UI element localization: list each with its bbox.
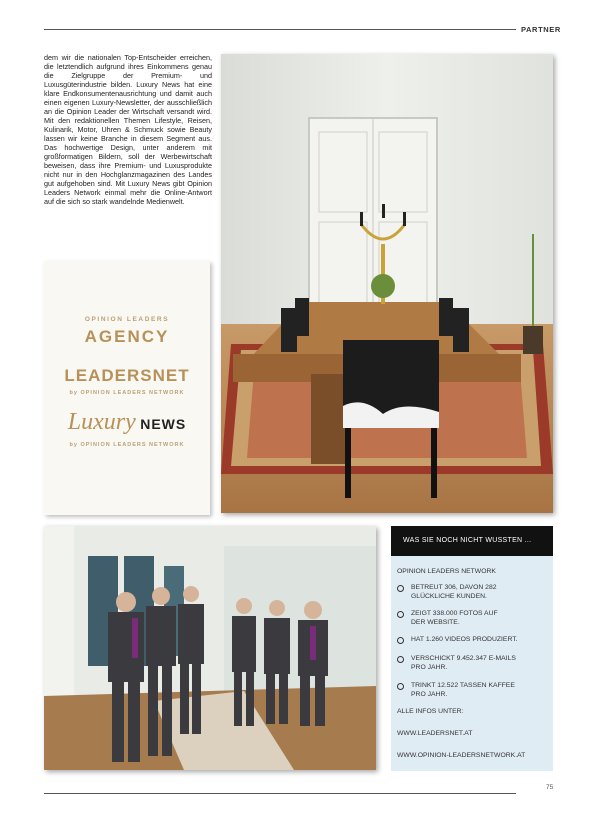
luxury-byline: by OPINION LEADERS NETWORK <box>69 442 185 448</box>
bottom-rule <box>44 793 516 794</box>
section-label: PARTNER <box>521 25 561 34</box>
dining-room-image <box>221 54 553 513</box>
fact-box-heading: WAS SIE NOCH NICHT WUSSTEN ... <box>391 526 553 556</box>
article-text: dem wir die nationalen Top-Entscheider erreichen, die letztendlich aufgrund ihres Einkommens genau die Zielgruppe der Premium- und Luxusgüterindustrie bilden. Luxury News hat eine klare Endkonsumentenausrichtung und damit auch einen eigenen Luxury-Newsletter, der ausschließlich an die Opinion Leader der Wirtschaft versandt wird. Mit den redaktionellen Themen Lifestyle, Reisen, Kulinarik, Motor, Uhren & Schmuck sowie Beauty lassen wir keine Branche in diesem Segment aus. Das hochwertige Design, unter anderem mit großformatigen Bildern, soll der Werbewirtschaft beweisen, dass ihre Premium- und Luxusprodukte nicht nur in den Hochglanzmagazinen des Landes gut aufgehoben sind. Mit Luxury News gibt Opinion Leaders Network einmal mehr die Online-Antwort auf die sich so stark wandelnde Medienwelt. <box>44 53 212 206</box>
top-rule <box>44 29 516 30</box>
logo-card <box>44 261 210 515</box>
leadersnet-logo: LEADERSNET <box>64 366 190 385</box>
fact-box <box>391 526 553 771</box>
dining-room-photo <box>221 54 553 513</box>
luxury-news-logo <box>44 409 210 436</box>
website-link[interactable]: WWW.LEADERSNET.AT <box>397 730 473 737</box>
fact-line: PRO JAHR. <box>411 690 448 698</box>
ring-bullet-icon <box>397 683 404 690</box>
leadersnet-byline: by OPINION LEADERS NETWORK <box>69 390 185 396</box>
fact-line: HAT 1.260 VIDEOS PRODUZIERT. <box>411 636 518 643</box>
fact-item <box>397 682 547 699</box>
news-wordmark: NEWS <box>140 416 187 432</box>
team-image <box>44 526 376 770</box>
fact-item <box>397 610 547 627</box>
fact-item <box>397 584 547 601</box>
more-info-label: ALLE INFOS UNTER: <box>397 708 464 715</box>
fact-line: ZEIGT 338.000 FOTOS AUF <box>411 610 498 617</box>
fact-line: VERSCHICKT 9.452.347 E-MAILS <box>411 655 516 662</box>
website-link[interactable]: WWW.OPINION-LEADERSNETWORK.AT <box>397 752 526 759</box>
ring-bullet-icon <box>397 585 404 592</box>
fact-item <box>397 655 547 672</box>
team-photo <box>44 526 376 770</box>
fact-line: GLÜCKLICHE KUNDEN. <box>411 592 487 600</box>
fact-box-subheading: OPINION LEADERS NETWORK <box>397 568 496 575</box>
luxury-wordmark: Luxury <box>67 409 136 435</box>
ring-bullet-icon <box>397 611 404 618</box>
fact-line: TRINKT 12.522 TASSEN KAFFEE <box>411 682 515 689</box>
page-number: 75 <box>546 784 554 791</box>
fact-line: DER WEBSITE. <box>411 618 460 626</box>
agency-small-label: OPINION LEADERS <box>84 316 170 323</box>
fact-item <box>397 636 547 645</box>
fact-line: PRO JAHR. <box>411 663 448 671</box>
ring-bullet-icon <box>397 637 404 644</box>
fact-line: BETREUT 306, DAVON 282 <box>411 584 497 591</box>
ring-bullet-icon <box>397 656 404 663</box>
agency-logo: AGENCY <box>84 327 170 346</box>
